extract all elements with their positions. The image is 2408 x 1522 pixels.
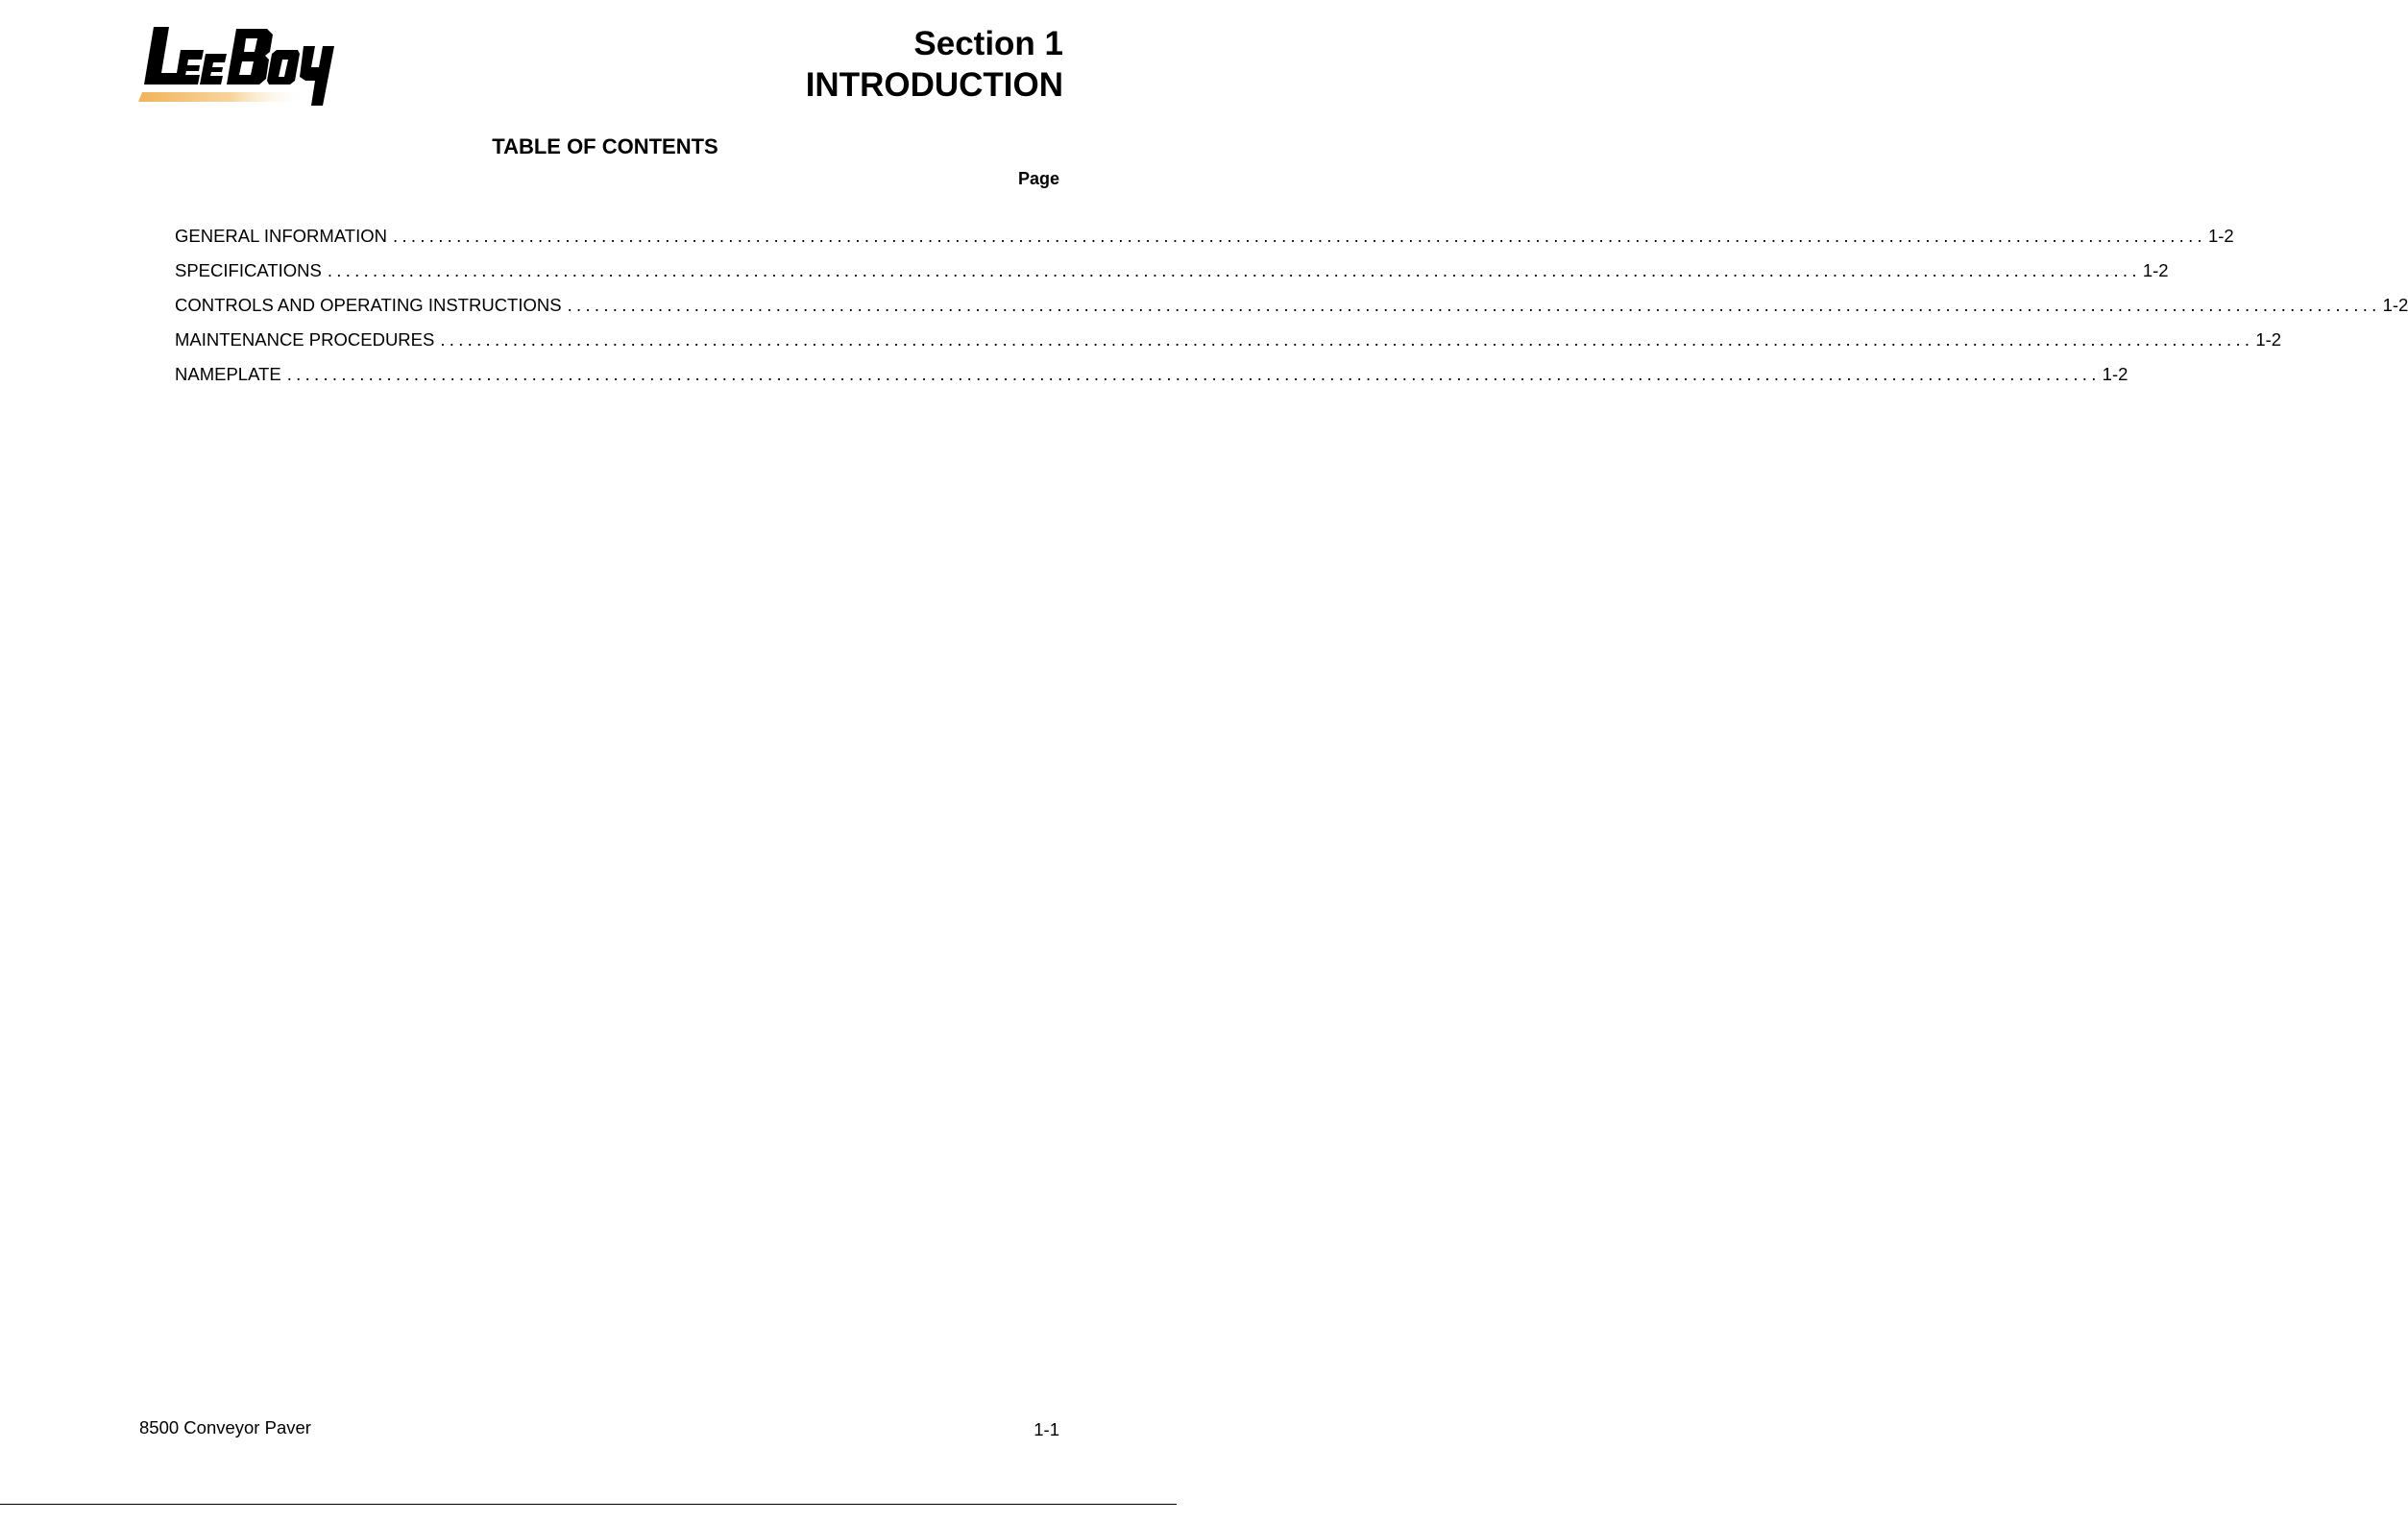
dot-leader: ........................................................................................................................................................................................................ <box>393 226 2206 246</box>
toc-entry-controls-and-operating-instructions[interactable] <box>175 294 2408 328</box>
toc-entry-label: NAMEPLATE <box>175 364 281 384</box>
toc-entry-page: 1-2 <box>2382 295 2408 315</box>
toc-entry-nameplate[interactable] <box>175 363 2128 398</box>
toc-entry-label: SPECIFICATIONS <box>175 260 322 280</box>
page-column-label: Page <box>1017 169 1059 188</box>
toc-entry-page: 1-2 <box>2207 226 2234 246</box>
toc-list <box>175 225 2408 398</box>
toc-title: TABLE OF CONTENTS <box>492 134 718 158</box>
footer-page-number: 1-1 <box>1034 1419 1059 1439</box>
dot-leader: ........................................................................................................................................................................................................ <box>327 260 2141 280</box>
dot-leader: ........................................................................................................................................................................................................ <box>440 329 2254 350</box>
toc-entry-specifications[interactable] <box>175 259 2169 294</box>
toc-entry-general-information[interactable] <box>175 225 2234 259</box>
toc-entry-label: GENERAL INFORMATION <box>175 226 387 246</box>
section-title: INTRODUCTION <box>805 66 1063 104</box>
dot-leader: ........................................................................................................................................................................................................ <box>567 295 2381 315</box>
section-heading <box>806 23 1063 106</box>
toc-entry-label: CONTROLS AND OPERATING INSTRUCTIONS <box>175 295 562 315</box>
footer-model: 8500 Conveyor Paver <box>139 1417 311 1437</box>
toc-entry-maintenance-procedures[interactable] <box>175 328 2282 363</box>
toc-entry-page: 1-2 <box>2255 329 2282 350</box>
toc-entry-page: 1-2 <box>2142 260 2169 280</box>
leeboy-logo <box>136 23 343 106</box>
dot-leader: ........................................................................................................................................................................................................ <box>286 364 2101 384</box>
toc-entry-page: 1-2 <box>2102 364 2128 384</box>
logo-swoosh <box>138 92 307 102</box>
toc-entry-label: MAINTENANCE PROCEDURES <box>175 329 435 350</box>
section-number: Section 1 <box>913 25 1063 62</box>
bottom-rule <box>0 1504 1177 1505</box>
